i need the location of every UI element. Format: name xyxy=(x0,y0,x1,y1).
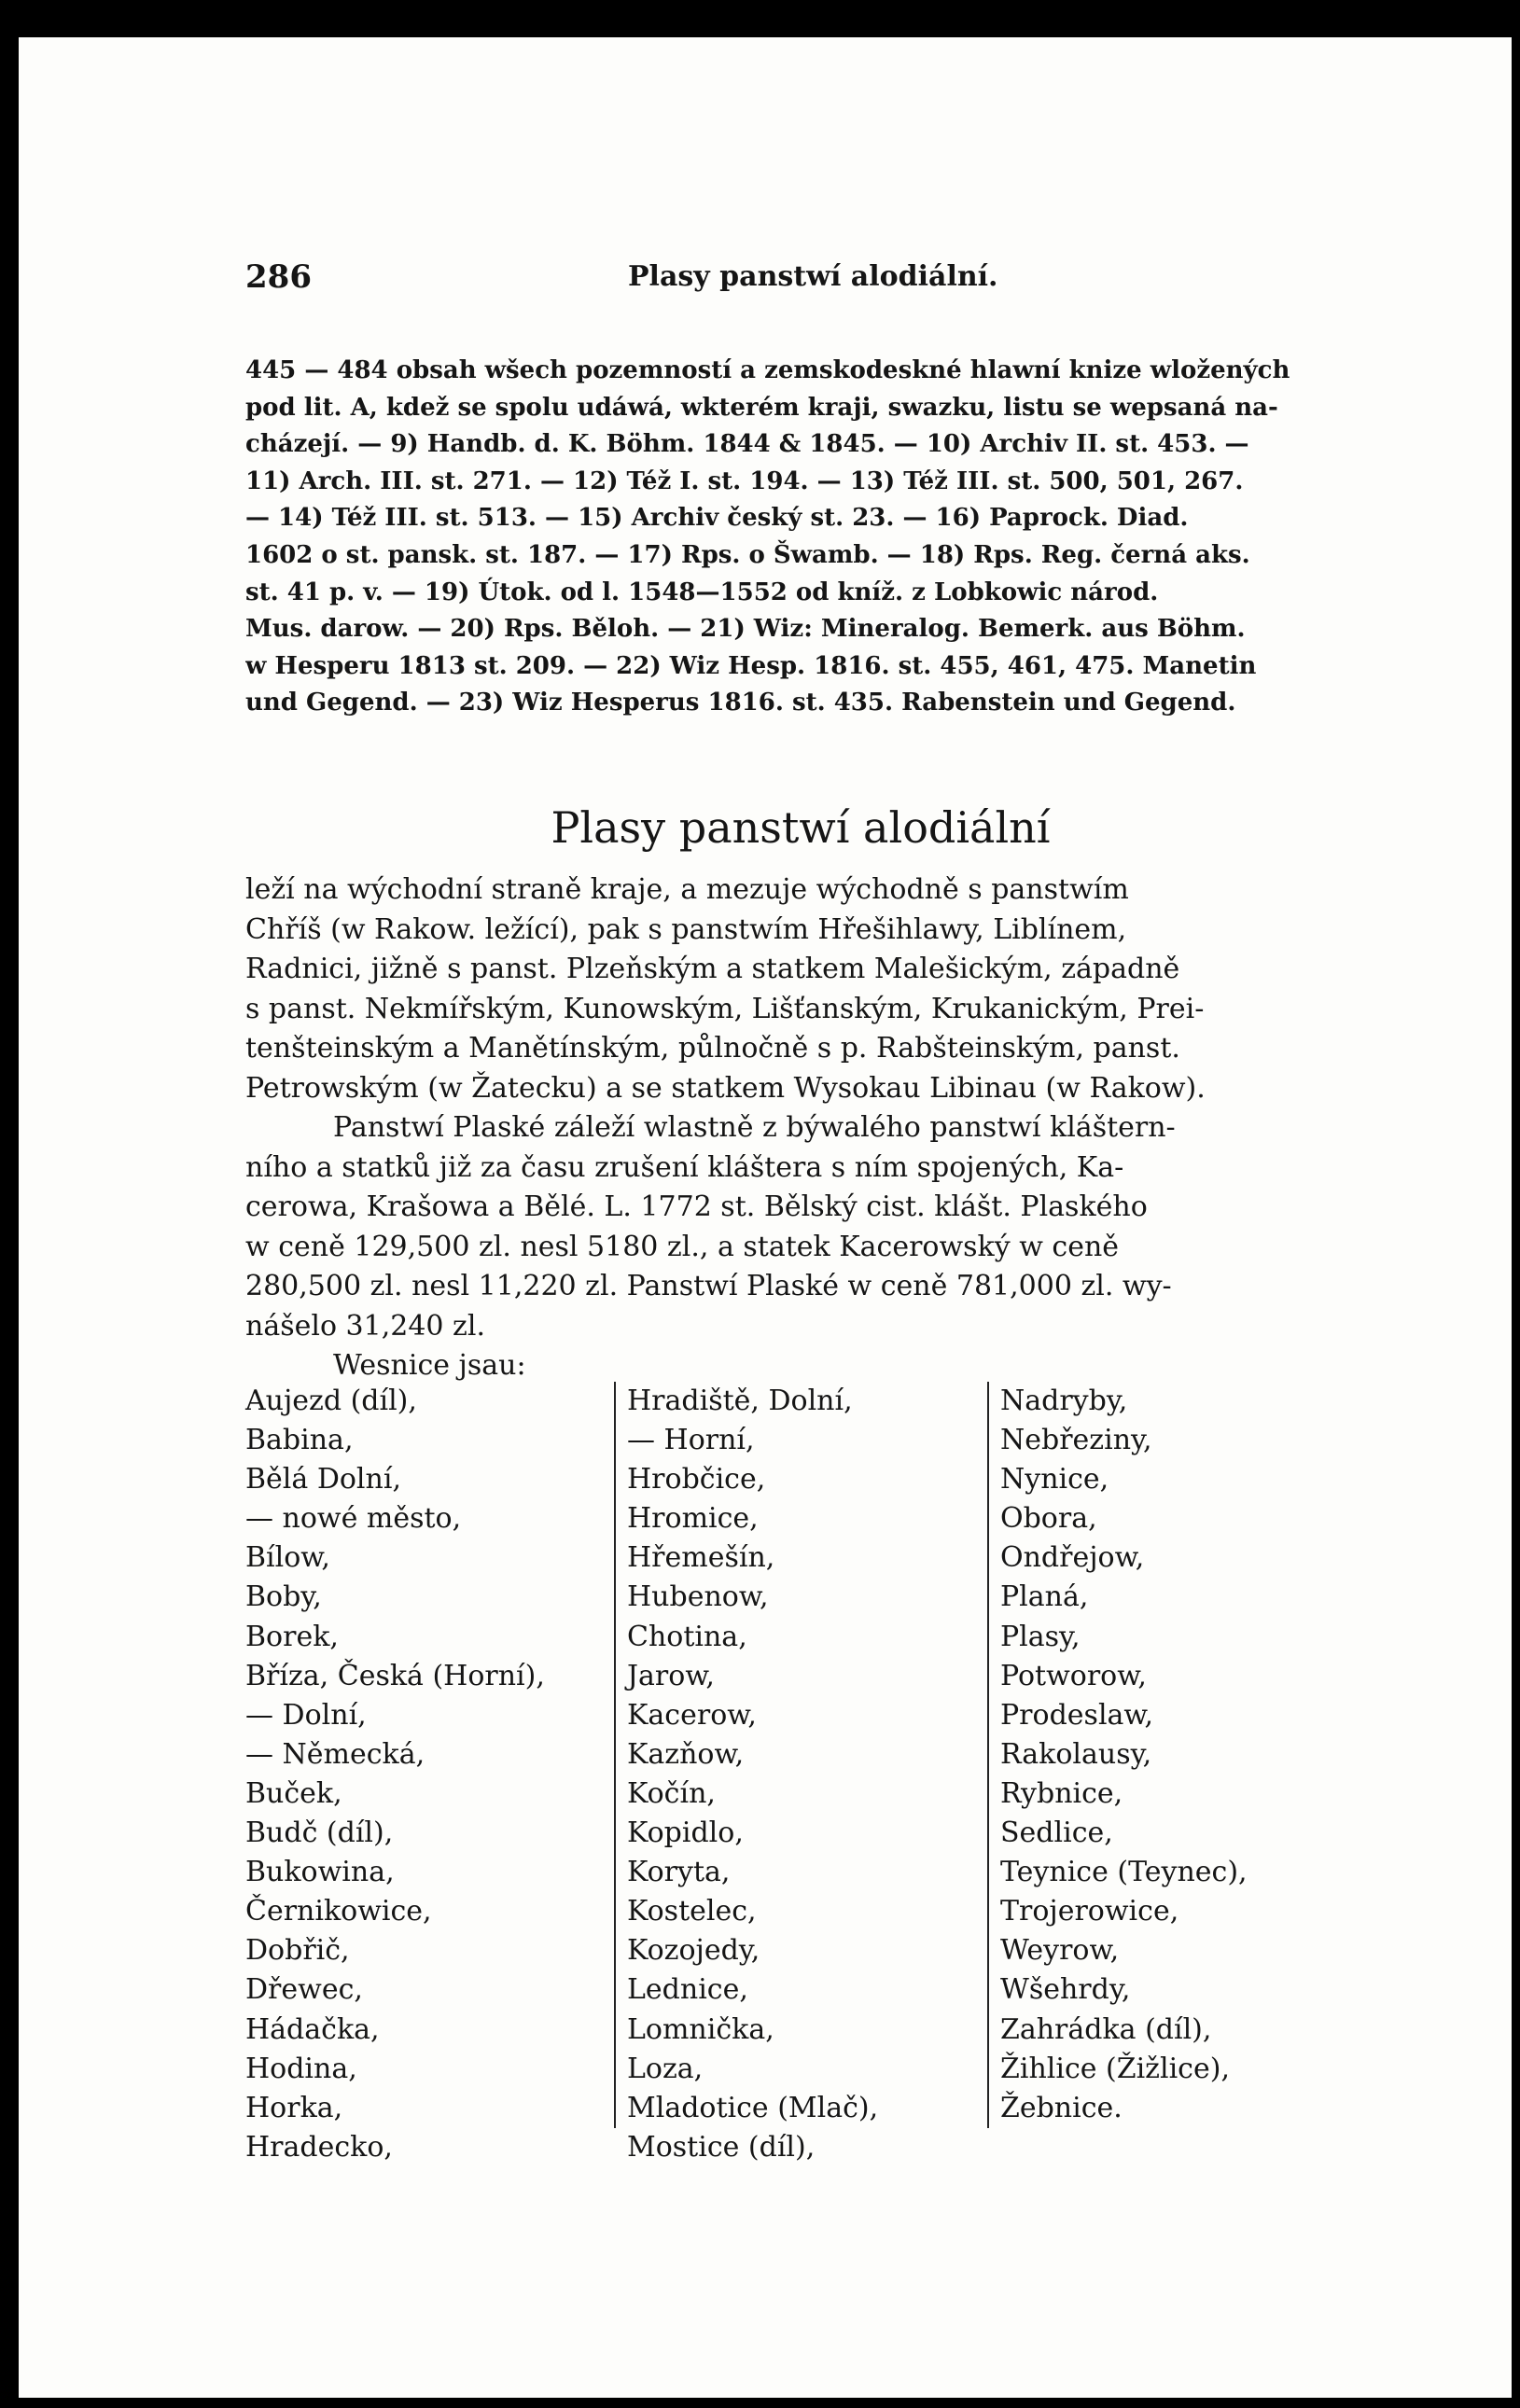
village-item: Hrobčice, xyxy=(627,1463,766,1496)
village-item: Hubenow, xyxy=(627,1580,769,1614)
village-item: Kostelec, xyxy=(627,1895,757,1928)
village-item: Zahrádka (díl), xyxy=(1000,2012,1212,2046)
village-item: Buček, xyxy=(245,1776,342,1810)
village-item: Ondřejow, xyxy=(1000,1541,1145,1575)
page-number: 286 xyxy=(245,258,312,296)
village-item: Bílow, xyxy=(245,1541,330,1575)
village-item: Hradecko, xyxy=(245,2130,393,2164)
village-item: Lomnička, xyxy=(627,2012,774,2046)
village-item: Kozojedy, xyxy=(627,1934,760,1968)
village-item: Rybnice, xyxy=(1000,1776,1123,1810)
body-line: nášelo 31,240 zl. xyxy=(245,1309,485,1343)
village-item: Kazňow, xyxy=(627,1737,745,1771)
village-item: Sedlice, xyxy=(1000,1816,1113,1850)
village-item: Černikowice, xyxy=(245,1895,432,1928)
body-line: Petrowským (w Žatecku) a se statkem Wysokau Libinau (w Rakow). xyxy=(245,1071,1206,1105)
village-item: Weyrow, xyxy=(1000,1934,1120,1968)
village-item: Wšehrdy, xyxy=(1000,1973,1131,2007)
village-item: Hradiště, Dolní, xyxy=(627,1385,853,1417)
village-item: Prodeslaw, xyxy=(1000,1698,1154,1732)
note-line: 445 — 484 obsah wšech pozemností a zemskodeskné hlawní knize wložených xyxy=(245,356,1290,384)
body-line: w ceně 129,500 zl. nesl 5180 zl., a statek Kacerowský w ceně xyxy=(245,1230,1120,1263)
note-line: 11) Arch. III. st. 271. — 12) Též I. st. 194. — 13) Též III. st. 500, 501, 267. xyxy=(245,466,1244,495)
note-line: w Hesperu 1813 st. 209. — 22) Wiz Hesp. 1816. st. 455, 461, 475. Manetin xyxy=(245,651,1257,680)
village-column-3 xyxy=(987,1382,1364,2128)
body-line: 280,500 zl. nesl 11,220 zl. Panstwí Plaské w ceně 781,000 zl. wy- xyxy=(245,1270,1172,1302)
village-item: Bříza, Česká (Horní), xyxy=(245,1659,545,1692)
village-item: — Německá, xyxy=(245,1737,425,1771)
village-item: Nadryby, xyxy=(1000,1385,1128,1417)
body-line: Panstwí Plaské záleží wlastně z býwalého panstwí kláštern- xyxy=(333,1111,1176,1144)
village-item: Lednice, xyxy=(627,1973,748,2007)
village-item: Hřemešín, xyxy=(627,1541,775,1575)
page-header xyxy=(245,258,1365,314)
village-item: Dobřič, xyxy=(245,1934,350,1968)
village-item: Nynice, xyxy=(1000,1463,1109,1496)
body-line: cerowa, Krašowa a Bělé. L. 1772 st. Bělský cist. klášt. Plaského xyxy=(245,1190,1148,1223)
note-line: — 14) Též III. st. 513. — 15) Archiv český st. 23. — 16) Paprock. Diad. xyxy=(245,504,1189,533)
village-item: Boby, xyxy=(245,1580,322,1614)
village-item: — Dolní, xyxy=(245,1698,367,1732)
village-item: Mostice (díl), xyxy=(627,2130,816,2164)
section-heading: Plasy panstwí alodiální xyxy=(551,802,1051,853)
body-text xyxy=(245,870,1356,1386)
village-item: Koryta, xyxy=(627,1856,731,1889)
note-line: pod lit. A, kdež se spolu udáwá, wkterém kraji, swazku, listu se wepsaná na- xyxy=(245,393,1278,422)
village-item: Kacerow, xyxy=(627,1698,757,1732)
note-line: Mus. darow. — 20) Rps. Běloh. — 21) Wiz: Mineralog. Bemerk. aus Böhm. xyxy=(245,615,1246,644)
village-item: Dřewec, xyxy=(245,1973,363,2007)
village-item: Bukowina, xyxy=(245,1856,395,1889)
village-item: Hodina, xyxy=(245,2052,357,2085)
villages-heading: Wesnice jsau: xyxy=(333,1349,526,1382)
village-item: Kočín, xyxy=(627,1776,716,1810)
village-item: Plasy, xyxy=(1000,1620,1081,1653)
village-item: Babina, xyxy=(245,1424,354,1457)
note-line: st. 41 p. v. — 19) Útok. od l. 1548—1552 od kníž. z Lobkowic národ. xyxy=(245,578,1159,606)
body-line: tenšteinským a Manětínským, půlnočně s p. Rabšteinským, panst. xyxy=(245,1032,1180,1065)
body-line: ního a statků již za času zrušení kláštera s ním spojených, Ka- xyxy=(245,1150,1124,1184)
village-item: Potworow, xyxy=(1000,1659,1147,1692)
village-item: Horka, xyxy=(245,2091,343,2124)
village-item: Rakolausy, xyxy=(1000,1737,1152,1771)
body-line: s panst. Nekmířským, Kunowským, Lišťanským, Krukanickým, Prei- xyxy=(245,992,1205,1025)
body-line: leží na wýchodní straně kraje, a mezuje wýchodně s panstwím xyxy=(245,873,1129,906)
village-item: Žihlice (Žižlice), xyxy=(1000,2052,1230,2085)
village-item: Loza, xyxy=(627,2052,704,2085)
village-item: Chotina, xyxy=(627,1620,747,1653)
village-item: Mladotice (Mlač), xyxy=(627,2091,879,2124)
body-line: Radnici, jižně s panst. Plzeňským a statkem Malešickým, západně xyxy=(245,953,1180,985)
village-item: — nowé město, xyxy=(245,1502,462,1536)
village-item: Obora, xyxy=(1000,1502,1097,1536)
village-item: Nebřeziny, xyxy=(1000,1424,1152,1457)
village-item: Jarow, xyxy=(627,1659,715,1692)
village-item: Aujezd (díl), xyxy=(245,1385,417,1417)
village-column-1 xyxy=(245,1382,605,2167)
village-item: Planá, xyxy=(1000,1580,1089,1614)
footnotes-block xyxy=(245,353,1356,722)
running-title: Plasy panstwí alodiální. xyxy=(628,260,998,293)
village-item: — Horní, xyxy=(627,1424,755,1457)
village-item: Trojerowice, xyxy=(1000,1895,1179,1928)
body-line: Chříš (w Rakow. ležící), pak s panstwím Hřešihlawy, Liblínem, xyxy=(245,912,1127,946)
book-page xyxy=(19,37,1512,2398)
village-item: Hádačka, xyxy=(245,2012,380,2046)
village-item: Teynice (Teynec), xyxy=(1000,1856,1248,1889)
village-item: Hromice, xyxy=(627,1502,759,1536)
village-item: Bělá Dolní, xyxy=(245,1463,401,1496)
note-line: 1602 o st. pansk. st. 187. — 17) Rps. o Šwamb. — 18) Rps. Reg. černá aks. xyxy=(245,540,1250,569)
village-item: Kopidlo, xyxy=(627,1816,744,1850)
village-item: Borek, xyxy=(245,1620,339,1653)
note-line: und Gegend. — 23) Wiz Hesperus 1816. st. 435. Rabenstein und Gegend. xyxy=(245,689,1236,717)
note-line: cházejí. — 9) Handb. d. K. Böhm. 1844 & 1845. — 10) Archiv II. st. 453. — xyxy=(245,430,1249,459)
village-item: Žebnice. xyxy=(1000,2091,1123,2124)
village-item: Budč (díl), xyxy=(245,1816,394,1850)
village-column-2 xyxy=(614,1382,996,2164)
